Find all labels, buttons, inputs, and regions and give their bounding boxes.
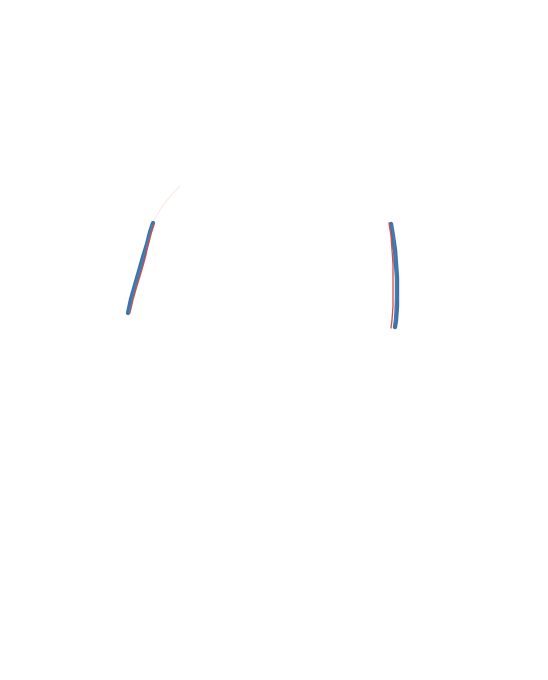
right-stroke xyxy=(389,223,397,328)
left-stroke-highlight xyxy=(152,186,180,224)
left-stroke-blue-inner xyxy=(129,225,152,314)
left-stroke-red-line xyxy=(130,225,154,313)
left-stroke xyxy=(128,186,180,314)
